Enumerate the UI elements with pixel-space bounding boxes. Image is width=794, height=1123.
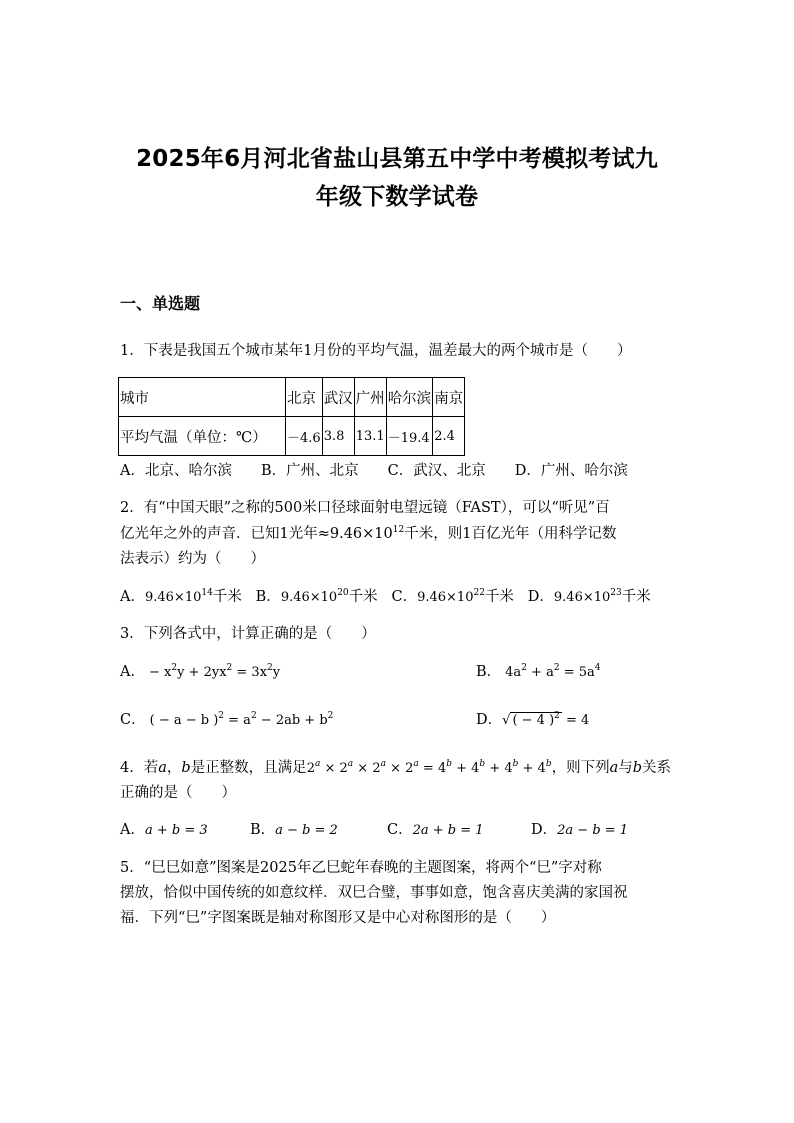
q2-line-2	[120, 522, 616, 546]
table-cell: 武汉	[322, 378, 354, 417]
q5-line-1: 5．“巳巳如意”图案是2025年乙巳蛇年春晚的主题图案，将两个“巳”字对称	[120, 860, 602, 876]
q3-option-d: D．√ ( − 4 )$^2$ = 4	[476, 711, 590, 728]
q1-options: A．北京、哈尔滨 B．广州、北京 C．武汉、北京 D．广州、哈尔滨	[120, 463, 628, 479]
q2-line-2-a: 亿光年之外的声音．已知1光年≈9.46×10	[120, 526, 393, 542]
table-cell: 13.1	[354, 417, 386, 456]
q2-line-1: 2．有“中国天眼”之称的500米口径球面射电望远镜（FAST），可以“听见”百	[120, 500, 610, 516]
table-cell: 2.4	[433, 417, 465, 456]
q3-stem: 3．下列各式中，计算正确的是（ ）	[120, 626, 376, 642]
q5-line-2: 摆放，恰似中国传统的如意纹样．双巳合璧，事事如意，饱含喜庆美满的家国祝	[120, 885, 628, 901]
table-row	[119, 378, 465, 417]
q4-option-a: A．a + b = 3	[120, 822, 208, 838]
q2-option-b: B．$9.46\times 10^{20}$千米	[255, 588, 378, 605]
q4-line-1: 4．若a，b是正整数，且满足$2^a \times 2^a \times 2^a \times 2^a = 4^b + 4^b + 4^b + 4^b$，则下列a与b关系	[120, 759, 672, 776]
q2-line-3: 法表示）约为（ ）	[120, 551, 265, 567]
table-row	[119, 417, 465, 456]
table-cell: 3.8	[322, 417, 354, 456]
table-cell: －19.4	[386, 417, 433, 456]
q3-option-b: B． $4a^2 + a^2 = 5a^4$	[476, 663, 601, 680]
q1-stem: 1．下表是我国五个城市某年1月份的平均气温，温差最大的两个城市是（ ）	[120, 343, 632, 359]
table-row-label: 平均气温（单位：℃）	[119, 417, 286, 456]
table-cell: 北京	[286, 378, 323, 417]
table-header-label: 城市	[119, 378, 286, 417]
q4-option-b: B．a − b = 2	[250, 822, 338, 838]
q4-option-c: C．2a + b = 1	[387, 822, 484, 838]
q4-option-d: D．2a − b = 1	[531, 822, 629, 838]
section-heading: 一、单选题	[120, 294, 201, 313]
title-line-1: 2025年6月河北省盐山县第五中学中考模拟考试九	[136, 146, 658, 172]
q3-option-c: C． ( − a − b )$^2 = a^2 - 2ab + b^2$	[120, 711, 334, 728]
table-cell: －4.6	[286, 417, 323, 456]
exam-title	[100, 140, 694, 216]
q2-option-d: D．$9.46\times 10^{23}$千米	[527, 588, 651, 605]
title-line-2: 年级下数学试卷	[315, 184, 479, 210]
q5-line-3: 福．下列“巳”字图案既是轴对称图形又是中心对称图形的是（ ）	[120, 910, 556, 926]
q2-line-2-b: 千米，则1百亿光年（用科学记数	[404, 526, 617, 542]
table-cell: 哈尔滨	[386, 378, 433, 417]
q2-option-a: A．$9.46\times 10^{14}$千米	[120, 588, 242, 605]
temperature-table	[118, 377, 465, 456]
table-cell: 广州	[354, 378, 386, 417]
table-cell: 南京	[433, 378, 465, 417]
q3-option-a: A． − $x^2y + 2yx^2 = 3x^2y$	[120, 663, 281, 680]
q2-options	[120, 585, 651, 610]
q2-exponent: 12	[392, 525, 405, 535]
q2-option-c: C．$9.46\times 10^{22}$千米	[391, 588, 514, 605]
q4-line-2: 正确的是（ ）	[120, 785, 236, 801]
